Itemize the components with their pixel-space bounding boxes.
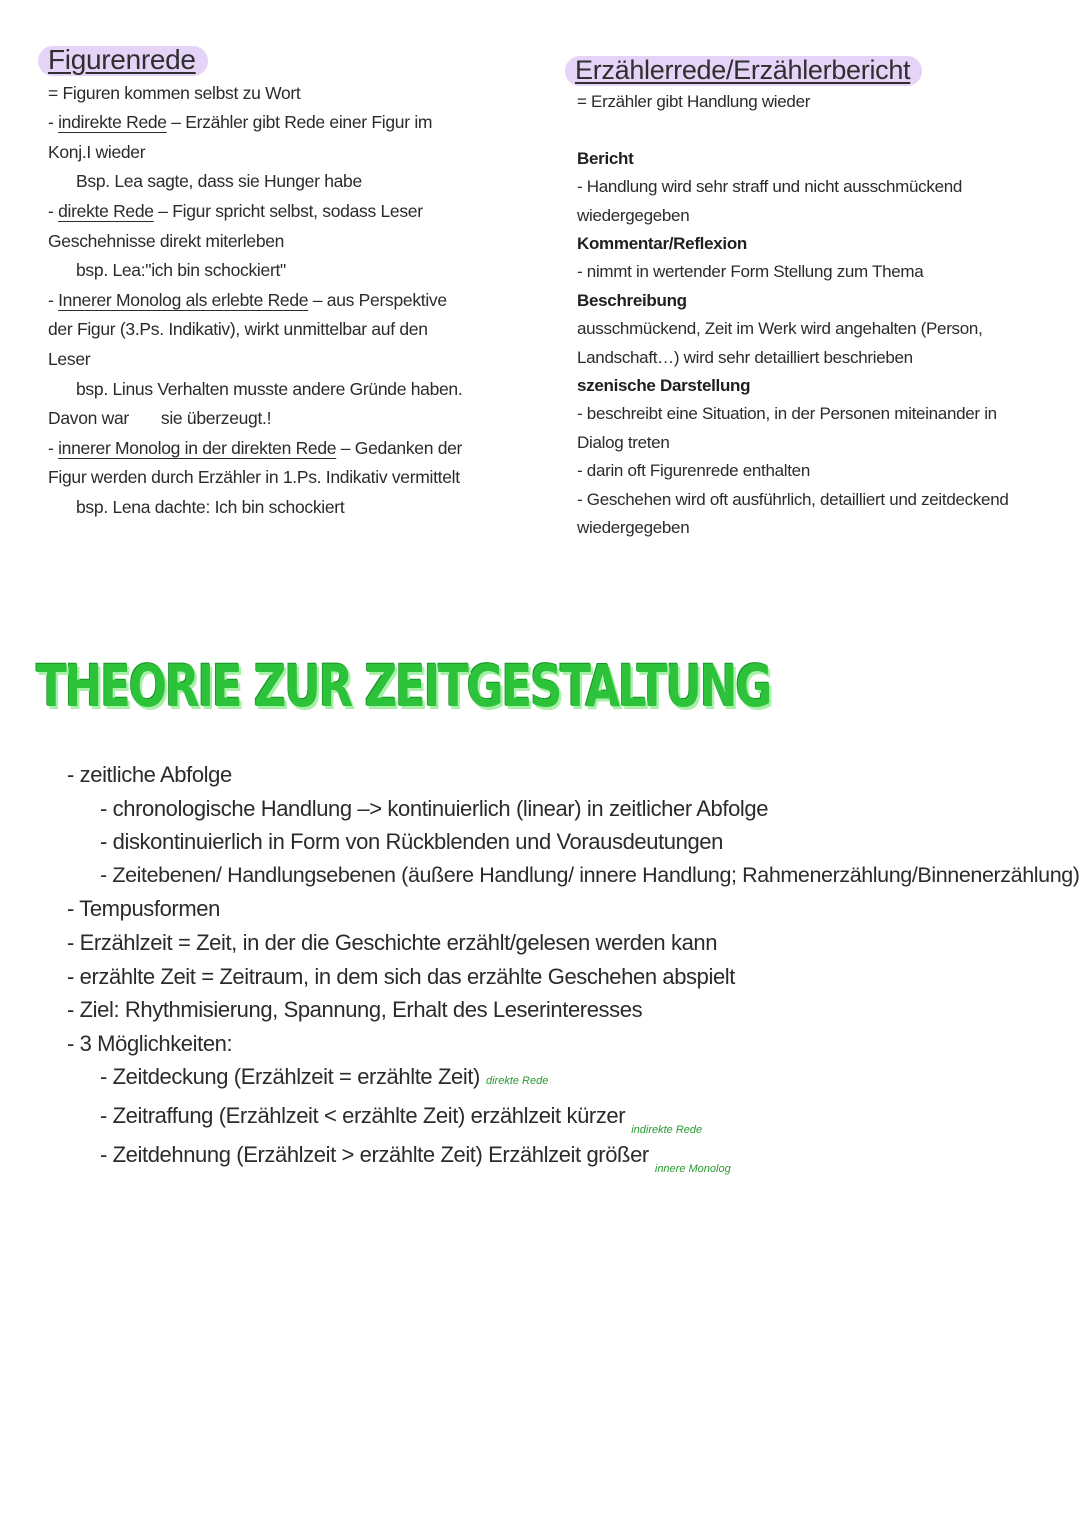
erzaehlte-zeit-item: - erzählte Zeit = Zeitraum, in dem sich das erzählte Geschehen abspielt — [67, 963, 735, 989]
zeitdehnung-note: innere Monolog — [654, 1162, 731, 1175]
direkte-rede-line2: Geschehnisse direkt miterleben — [48, 230, 285, 251]
bericht-title: Bericht — [577, 148, 634, 168]
innerer-monolog-example: bsp. Lena dachte: Ich bin schockiert — [76, 496, 345, 517]
erzaehlerrede-definition: = Erzähler gibt Handlung wieder — [577, 92, 811, 112]
direkte-rede-example: bsp. Lea:"ich bin schockiert" — [76, 260, 286, 281]
ziel-item: - Ziel: Rhythmisierung, Spannung, Erhalt des Leserinteresses — [67, 997, 643, 1023]
indirekte-rede-example: Bsp. Lea sagte, dass sie Hunger habe — [76, 171, 362, 192]
erzaehlerrede-section — [577, 52, 1047, 543]
erlebte-rede-entry: - Innerer Monolog als erlebte Rede – aus Perspektive — [48, 289, 447, 310]
kommentar-line1: - nimmt in wertender Form Stellung zum Thema — [577, 262, 924, 282]
innerer-monolog-line2: Figur werden durch Erzähler in 1.Ps. Indikativ vermittelt — [48, 467, 460, 488]
kommentar-title: Kommentar/Reflexion — [577, 234, 748, 254]
zeitdeckung-note: direkte Rede — [485, 1075, 549, 1088]
moeglichkeiten-item: - 3 Möglichkeiten: — [67, 1030, 233, 1056]
direkte-rede-entry: - direkte Rede – Figur spricht selbst, sodass Leser — [48, 200, 423, 221]
indirekte-rede-line2: Konj.I wieder — [48, 141, 146, 162]
zeitraffung-item: - Zeitraffung (Erzählzeit < erzählte Zeit) erzählzeit kürzer$_{indirekte Rede}$ — [100, 1102, 703, 1136]
indirekte-rede-entry: - indirekte Rede – Erzähler gibt Rede einer Figur im — [48, 112, 433, 133]
szenisch-line4: - Geschehen wird oft ausführlich, detailliert und zeitdeckend — [577, 489, 1009, 509]
indirekte-rede-term: indirekte Rede — [58, 112, 167, 133]
szenisch-title: szenische Darstellung — [577, 376, 751, 396]
zeitdehnung-item: - Zeitdehnung (Erzählzeit > erzählte Zeit) Erzählzeit größer$_{innere Monolog}$ — [100, 1141, 731, 1175]
beschreibung-line2: Landschaft…) wird sehr detailliert beschrieben — [577, 347, 913, 367]
erzaehlzeit-item: - Erzählzeit = Zeit, in der die Geschichte erzählt/gelesen werden kann — [67, 929, 718, 955]
zeitliche-abfolge-item: - zeitliche Abfolge — [67, 762, 232, 787]
szenisch-line5: wiedergegeben — [577, 518, 690, 538]
theory-list — [67, 758, 1080, 1176]
abfolge-item-chronologisch: - chronologische Handlung –> kontinuierlich (linear) in zeitlicher Abfolge — [100, 795, 769, 821]
erlebte-rede-example-cont: Davon war sie überzeugt.! — [48, 408, 272, 429]
szenisch-line3: - darin oft Figurenrede enthalten — [577, 461, 810, 481]
figurenrede-heading: Figurenrede — [48, 42, 204, 78]
erlebte-rede-example: bsp. Linus Verhalten musste andere Gründe haben. — [76, 378, 463, 399]
beschreibung-line1: ausschmückend, Zeit im Werk wird angehalten (Person, — [577, 319, 983, 339]
erlebte-rede-line2: der Figur (3.Ps. Indikativ), wirkt unmittelbar auf den — [48, 319, 428, 340]
bericht-line2: wiedergegeben — [577, 205, 690, 225]
erlebte-rede-line3: Leser — [48, 348, 91, 369]
szenisch-line1: - beschreibt eine Situation, in der Personen miteinander in — [577, 404, 997, 424]
theory-title: THEORIE ZUR ZEITGESTALTUNG — [36, 652, 771, 720]
bericht-line1: - Handlung wird sehr straff und nicht ausschmückend — [577, 177, 963, 197]
zeitraffung-note: indirekte Rede — [631, 1123, 703, 1136]
figurenrede-definition: = Figuren kommen selbst zu Wort — [48, 82, 301, 103]
innerer-monolog-term: innerer Monolog in der direkten Rede — [58, 437, 337, 458]
abfolge-item-diskontinuierlich: - diskontinuierlich in Form von Rückblenden und Vorausdeutungen — [100, 829, 723, 855]
innerer-monolog-entry: - innerer Monolog in der direkten Rede – Gedanken der — [48, 437, 463, 458]
szenisch-line2: Dialog treten — [577, 432, 670, 452]
zeitdeckung-item: - Zeitdeckung (Erzählzeit = erzählte Zeit) direkte Rede — [100, 1064, 549, 1090]
abfolge-item-zeitebenen: - Zeitebenen/ Handlungsebenen (äußere Handlung/ innere Handlung; Rahmenerzählung/Binnenerzählung) — [100, 862, 1080, 887]
erlebte-rede-term: Innerer Monolog als erlebte Rede — [58, 289, 309, 310]
tempusformen-item: - Tempusformen — [67, 896, 220, 922]
erzaehlerrede-heading: Erzählerrede/Erzählerbericht — [575, 52, 918, 88]
beschreibung-title: Beschreibung — [577, 290, 687, 310]
figurenrede-section — [48, 42, 488, 523]
direkte-rede-term: direkte Rede — [58, 200, 154, 221]
